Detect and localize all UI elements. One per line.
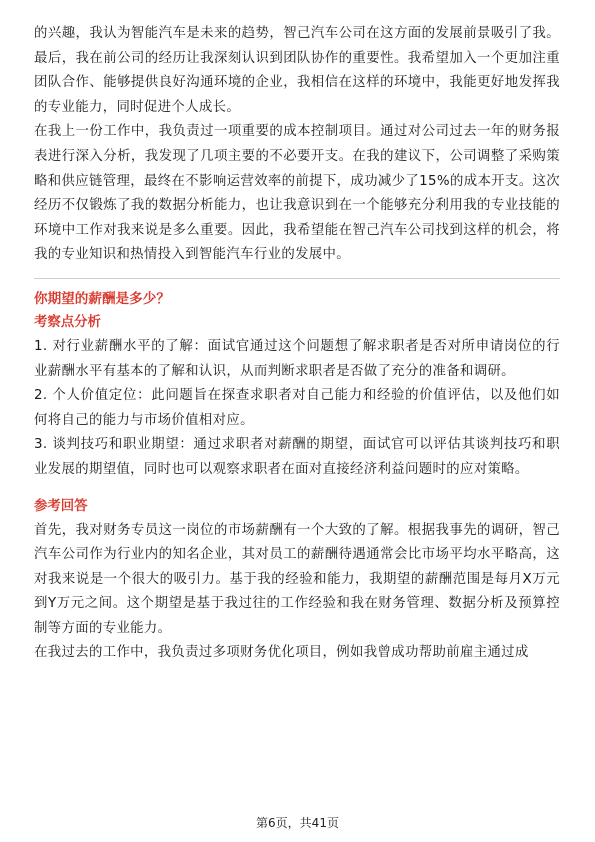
answer-paragraph-2: 在我过去的工作中，我负责过多项财务优化项目，例如我曾成功帮助前雇主通过成	[34, 645, 529, 661]
analysis-item-3: 3. 谈判技巧和职业期望：通过求职者对薪酬的期望，面试官可以评估其谈判技巧和职业发展的期望值，同时也可以观察求职者在面对直接经济利益问题时的应对策略。	[34, 437, 560, 477]
intro-paragraph-2: 在我上一份工作中，我负责过一项重要的成本控制项目。通过对公司过去一年的财务报表进行深入分析，我发现了几项主要的不必要开支。在我的建议下，公司调整了采购策略和供应链管理，最终在不影响运营效率的前提下，成功减少了15%的成本开支。这次经历不仅锻炼了我的数据分析能力，也让我意识到在一个能够充分利用我的专业技能的环境中工作对我来说是多么重要。因此，我希望能在智己汽车公司找到这样的机会，将我的专业知识和热情投入到智能汽车行业的发展中。	[34, 124, 560, 263]
analysis-item-1: 1. 对行业薪酬水平的了解：面试官通过这个问题想了解求职者是否对所申请岗位的行业薪酬水平有基本的了解和认识，从而判断求职者是否做了充分的准备和调研。	[34, 338, 560, 379]
question-heading: 你期望的薪酬是多少？	[34, 290, 170, 307]
analysis-label: 考察点分析	[34, 314, 101, 330]
document-page	[34, 22, 560, 666]
analysis-item-2: 2. 个人价值定位：此问题旨在探查求职者对自己能力和经验的价值评估，以及他们如何将自己的能力与市场价值相对应。	[34, 388, 560, 428]
intro-paragraph-1: 的兴趣，我认为智能汽车是未来的趋势，智己汽车公司在这方面的发展前景吸引了我。最后，我在前公司的经历让我深刻认识到团队协作的重要性。我希望加入一个更加注重团队合作、能够提供良好沟通环境的企业，我相信在这样的环境中，我能更好地发挥我的专业能力，同时促进个人成长。	[34, 26, 560, 115]
answer-label: 参考回答	[34, 498, 88, 514]
answer-paragraph-1: 首先，我对财务专员这一岗位的市场薪酬有一个大致的了解。根据我事先的调研，智己汽车公司作为行业内的知名企业，其对员工的薪酬待遇通常会比市场平均水平略高，这对我来说是一个很大的吸引力。基于我的经验和能力，我期望的薪酬范围是每月X万元到Y万元之间。这个期望是基于我过往的工作经验和我在财务管理、数据分析及预算控制等方面的专业能力。	[34, 522, 560, 636]
page-number-footer: 第6页，共41页	[256, 816, 339, 830]
section-divider	[34, 278, 560, 279]
